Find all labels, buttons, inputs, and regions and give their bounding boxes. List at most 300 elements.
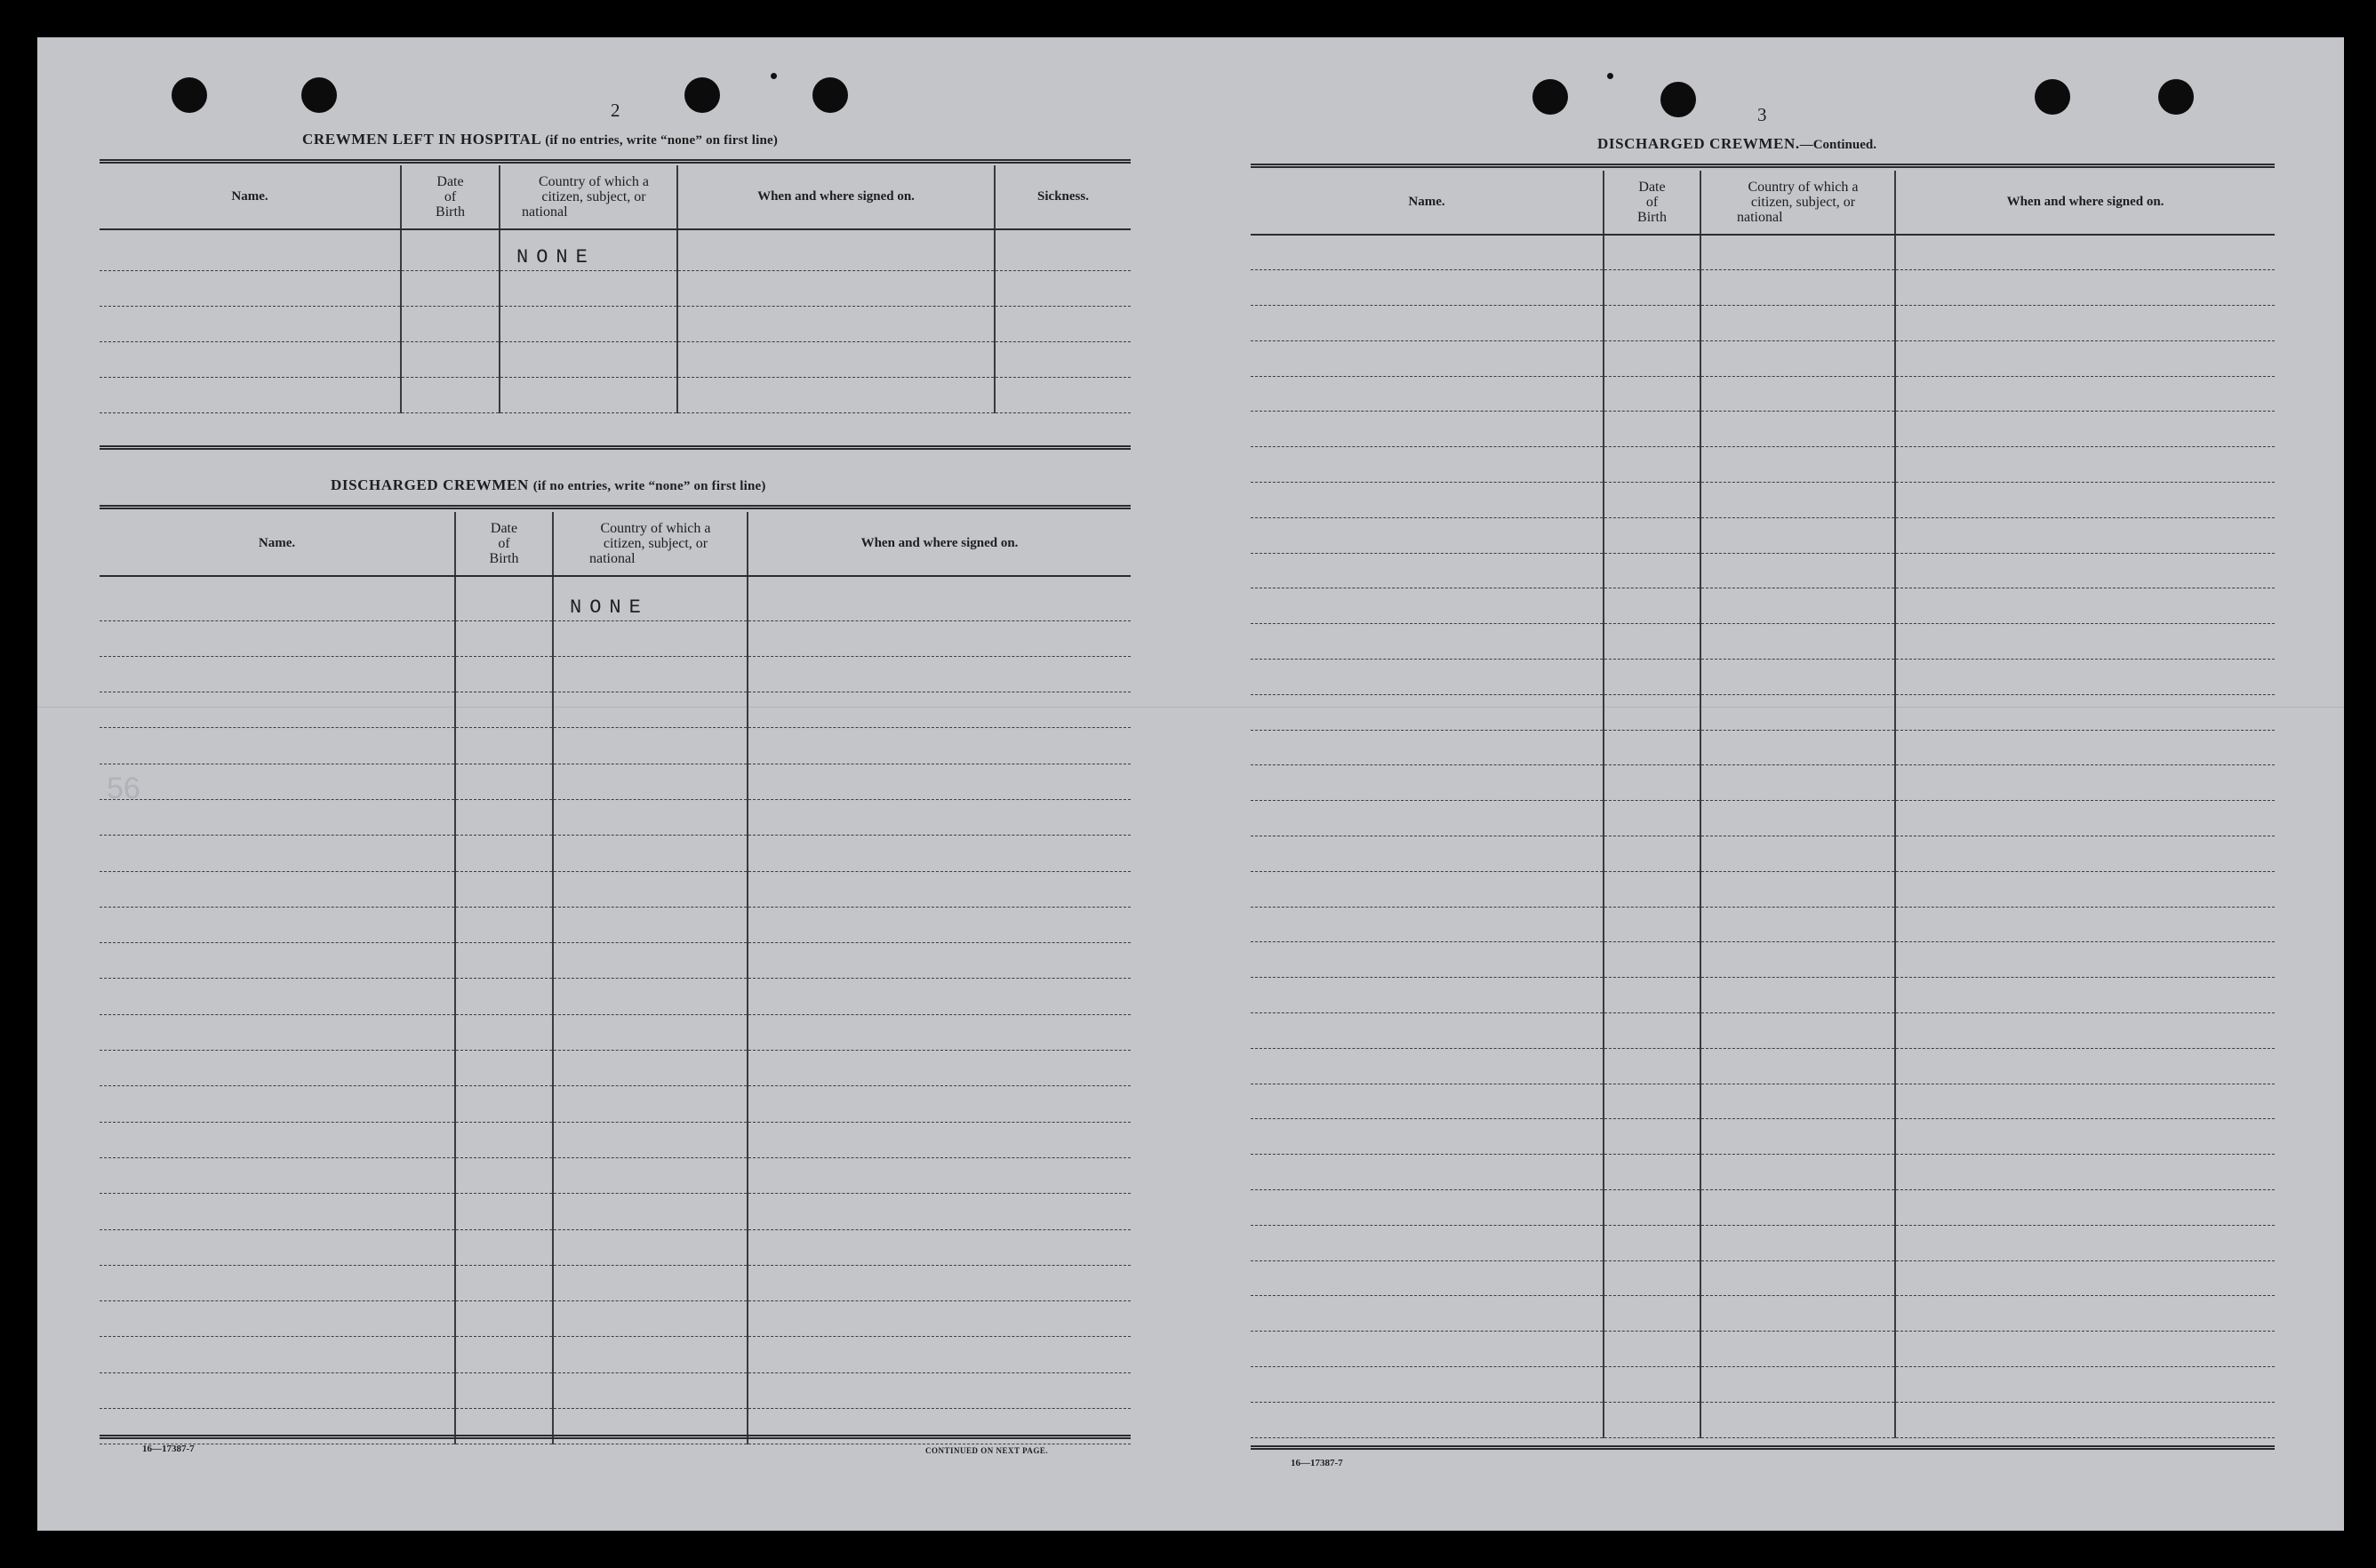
table-cell (1700, 483, 1895, 518)
table-cell (100, 229, 401, 270)
table-cell (1604, 235, 1700, 270)
table-cell (748, 1229, 1131, 1265)
table-row (1251, 412, 2275, 447)
table-cell (995, 341, 1131, 377)
table-cell (100, 692, 455, 728)
table-cell (1604, 588, 1700, 624)
table-row (100, 871, 1131, 907)
table-cell (1700, 1155, 1895, 1190)
table-cell (455, 943, 553, 979)
table-cell (1251, 978, 1604, 1013)
table-cell (1700, 553, 1895, 588)
binder-hole (1660, 82, 1696, 117)
table-cell (748, 836, 1131, 871)
table-cell (553, 871, 748, 907)
table-cell (1700, 801, 1895, 836)
discharged-continued-rows (1251, 235, 2275, 1437)
table-row (1251, 801, 2275, 836)
header-line: of (498, 536, 510, 551)
table-cell (1700, 1084, 1895, 1119)
table-cell (455, 1265, 553, 1300)
table-cell (401, 270, 500, 306)
table-row (100, 836, 1131, 871)
table-cell (1604, 270, 1700, 306)
table-row (1251, 907, 2275, 942)
table-cell (1251, 907, 1604, 942)
table-cell (995, 270, 1131, 306)
table-cell (1251, 1048, 1604, 1084)
table-cell (455, 1229, 553, 1265)
table-cell (1895, 270, 2275, 306)
table-row (1251, 270, 2275, 306)
table-cell (1251, 1402, 1604, 1437)
table-row (1251, 1084, 2275, 1119)
table-row (1251, 588, 2275, 624)
table-cell (1895, 376, 2275, 412)
table-cell (748, 576, 1131, 620)
table-cell (1604, 978, 1700, 1013)
table-cell (100, 1157, 455, 1193)
table-cell (1895, 871, 2275, 907)
table-row (1251, 1190, 2275, 1226)
table-cell (1604, 660, 1700, 695)
table-cell (1251, 588, 1604, 624)
table-row (1251, 517, 2275, 553)
table-cell (1604, 694, 1700, 730)
table-cell (1251, 340, 1604, 376)
hospital-rows (100, 229, 1131, 412)
table-cell (401, 306, 500, 341)
col-header-signed-on: When and where signed on. (748, 512, 1131, 576)
table-cell (1604, 1190, 1700, 1226)
table-row (100, 979, 1131, 1014)
table-cell (1700, 624, 1895, 660)
table-cell (748, 656, 1131, 692)
table-cell (1251, 624, 1604, 660)
table-cell (100, 1301, 455, 1337)
table-cell (553, 1122, 748, 1157)
table-cell (1895, 907, 2275, 942)
table-row (1251, 836, 2275, 872)
header-line: Birth (1637, 210, 1667, 225)
table-cell (100, 270, 401, 306)
table-row (1251, 942, 2275, 978)
table-cell (553, 1051, 748, 1086)
table-cell (1700, 588, 1895, 624)
table-cell (1895, 1296, 2275, 1332)
table-row (1251, 1013, 2275, 1049)
table-cell (1895, 1260, 2275, 1296)
table-cell (100, 656, 455, 692)
table-cell (455, 1086, 553, 1122)
table-cell (553, 728, 748, 764)
hospital-table (100, 165, 1131, 413)
table-row (1251, 340, 2275, 376)
header-line: of (444, 189, 457, 204)
table-cell (1251, 1260, 1604, 1296)
col-header-name: Name. (100, 165, 401, 229)
table-row (100, 306, 1131, 341)
table-cell (748, 1051, 1131, 1086)
table-cell (553, 1086, 748, 1122)
table-cell (1700, 1119, 1895, 1155)
table-cell (748, 1122, 1131, 1157)
table-cell (553, 620, 748, 656)
table-cell (1700, 978, 1895, 1013)
header-line: Date (1638, 180, 1666, 195)
table-row (1251, 978, 2275, 1013)
table-row (1251, 1155, 2275, 1190)
table-row (100, 229, 1131, 270)
header-line: Country of which a (600, 521, 711, 536)
table-cell (1604, 553, 1700, 588)
table-cell (1604, 624, 1700, 660)
table-row (100, 1157, 1131, 1193)
table-cell (455, 1122, 553, 1157)
table-cell (1895, 1013, 2275, 1049)
table-row (1251, 624, 2275, 660)
table-row (1251, 660, 2275, 695)
table-cell (1895, 1225, 2275, 1260)
table-row (100, 1014, 1131, 1050)
col-header-sickness: Sickness. (995, 165, 1131, 229)
table-cell (100, 836, 455, 871)
table-cell (1604, 1402, 1700, 1437)
table-cell (1604, 730, 1700, 765)
table-row (100, 1229, 1131, 1265)
header-line: Country of which a (1748, 180, 1859, 195)
col-header-country (1700, 171, 1895, 235)
table-cell (1700, 1332, 1895, 1367)
table-row (1251, 306, 2275, 341)
table-cell (1604, 1084, 1700, 1119)
table-cell (1251, 553, 1604, 588)
table-row (1251, 483, 2275, 518)
table-cell (1895, 1332, 2275, 1367)
table-cell (1895, 624, 2275, 660)
discharged-section-title (331, 476, 766, 494)
table-cell (1251, 1084, 1604, 1119)
table-cell (455, 656, 553, 692)
table-cell (1700, 340, 1895, 376)
header-line: national (522, 204, 568, 220)
table-cell (1895, 836, 2275, 872)
table-cell (100, 306, 401, 341)
table-row (100, 1194, 1131, 1229)
table-row (100, 656, 1131, 692)
table-cell (1251, 730, 1604, 765)
binder-hole (2035, 79, 2070, 115)
right-bottom-rule (1251, 1445, 2275, 1450)
table-cell (1700, 907, 1895, 942)
table-cell (553, 1229, 748, 1265)
table-cell (1895, 765, 2275, 801)
table-cell (553, 799, 748, 835)
table-row (1251, 1332, 2275, 1367)
table-cell (455, 1337, 553, 1372)
table-row (100, 576, 1131, 620)
discharged-top-rule (100, 505, 1131, 509)
ink-dot (1607, 73, 1613, 79)
continued-note: CONTINUED ON NEXT PAGE. (925, 1446, 1049, 1455)
table-row (1251, 1048, 2275, 1084)
table-cell (1251, 836, 1604, 872)
table-row (1251, 1402, 2275, 1437)
table-row (1251, 376, 2275, 412)
table-cell (1251, 871, 1604, 907)
table-cell (100, 979, 455, 1014)
ink-dot (771, 73, 777, 79)
table-cell (553, 1014, 748, 1050)
table-cell (1251, 412, 1604, 447)
table-cell (455, 799, 553, 835)
table-cell (100, 620, 455, 656)
table-cell (401, 229, 500, 270)
table-row (1251, 553, 2275, 588)
table-cell (1604, 942, 1700, 978)
form-number-right: 16—17387-7 (1291, 1458, 1343, 1468)
table-cell (1251, 235, 1604, 270)
table-cell (100, 1372, 455, 1408)
table-row (1251, 871, 2275, 907)
table-cell (455, 764, 553, 799)
table-cell (401, 341, 500, 377)
table-cell (1251, 1296, 1604, 1332)
table-cell (1251, 660, 1604, 695)
table-cell (1895, 340, 2275, 376)
table-cell (1895, 553, 2275, 588)
table-cell (553, 907, 748, 942)
page-number-right: 3 (1757, 104, 1767, 125)
table-cell (1895, 694, 2275, 730)
table-cell (1895, 235, 2275, 270)
table-cell (553, 1194, 748, 1229)
table-cell (1895, 730, 2275, 765)
entry-cell (500, 229, 677, 270)
table-cell (455, 836, 553, 871)
discharged-bottom-rule (100, 1435, 1131, 1439)
table-cell (995, 306, 1131, 341)
table-cell (100, 377, 401, 412)
col-header-country (500, 165, 677, 229)
table-cell (677, 270, 995, 306)
table-row (100, 341, 1131, 377)
table-cell (455, 1194, 553, 1229)
table-cell (1251, 1332, 1604, 1367)
table-cell (455, 1372, 553, 1408)
table-cell (1604, 447, 1700, 483)
table-cell (1604, 836, 1700, 872)
table-row (1251, 1225, 2275, 1260)
table-cell (1604, 1225, 1700, 1260)
table-cell (748, 1301, 1131, 1337)
form-sheet (37, 37, 2344, 1531)
table-cell (500, 306, 677, 341)
table-cell (677, 377, 995, 412)
table-cell (748, 1157, 1131, 1193)
table-cell (1251, 765, 1604, 801)
table-row (100, 1051, 1131, 1086)
header-line: national (1737, 210, 1783, 225)
table-cell (1604, 801, 1700, 836)
table-cell (455, 1157, 553, 1193)
table-cell (1895, 1155, 2275, 1190)
right-top-rule (1251, 164, 2275, 168)
table-cell (1604, 907, 1700, 942)
table-cell (1604, 483, 1700, 518)
table-cell (1251, 447, 1604, 483)
table-cell (1700, 1048, 1895, 1084)
table-cell (1895, 942, 2275, 978)
header-line: of (1645, 195, 1659, 210)
col-header-signed-on: When and where signed on. (1895, 171, 2275, 235)
table-cell (1604, 1048, 1700, 1084)
table-cell (100, 1337, 455, 1372)
table-cell (1604, 765, 1700, 801)
col-header-name: Name. (100, 512, 455, 576)
table-cell (100, 871, 455, 907)
table-cell (553, 1265, 748, 1300)
header-line: citizen, subject, or (1750, 195, 1856, 210)
table-cell (455, 728, 553, 764)
table-cell (500, 377, 677, 412)
none-entry: NONE (516, 245, 596, 268)
table-cell (1251, 376, 1604, 412)
table-cell (748, 1372, 1131, 1408)
table-cell (100, 341, 401, 377)
table-cell (553, 836, 748, 871)
table-cell (748, 979, 1131, 1014)
table-cell (1251, 1367, 1604, 1403)
table-row (100, 728, 1131, 764)
table-row (1251, 447, 2275, 483)
col-header-date-of-birth (401, 165, 500, 229)
table-cell (748, 728, 1131, 764)
hospital-section-title (302, 131, 778, 148)
table-cell (553, 692, 748, 728)
hospital-top-rule (100, 159, 1131, 164)
table-cell (1251, 517, 1604, 553)
table-cell (100, 1051, 455, 1086)
table-row (100, 799, 1131, 835)
table-cell (748, 1086, 1131, 1122)
table-cell (553, 1372, 748, 1408)
table-cell (100, 764, 455, 799)
table-cell (455, 1051, 553, 1086)
table-cell (455, 620, 553, 656)
table-cell (455, 692, 553, 728)
table-cell (455, 1014, 553, 1050)
table-cell (1604, 1296, 1700, 1332)
table-cell (553, 1157, 748, 1193)
header-line: Birth (489, 551, 519, 566)
table-cell (1700, 1402, 1895, 1437)
table-cell (1251, 801, 1604, 836)
table-cell (455, 576, 553, 620)
table-cell (1895, 483, 2275, 518)
table-cell (748, 692, 1131, 728)
table-cell (748, 871, 1131, 907)
table-cell (100, 1194, 455, 1229)
table-cell (1251, 1013, 1604, 1049)
table-cell (995, 229, 1131, 270)
binder-hole (2158, 79, 2194, 115)
table-cell (1700, 660, 1895, 695)
table-cell (1895, 660, 2275, 695)
table-row (100, 1086, 1131, 1122)
table-cell (1604, 306, 1700, 341)
table-cell (455, 979, 553, 1014)
table-cell (100, 728, 455, 764)
table-cell (1700, 1296, 1895, 1332)
table-row (1251, 1296, 2275, 1332)
table-cell (1700, 1367, 1895, 1403)
table-cell (748, 1014, 1131, 1050)
table-cell (1251, 483, 1604, 518)
discharged-continued-title (1597, 135, 1876, 153)
table-row (1251, 1260, 2275, 1296)
faint-stamp-number: 56 (107, 772, 140, 805)
table-cell (1700, 412, 1895, 447)
table-cell (1700, 694, 1895, 730)
table-cell (1604, 517, 1700, 553)
table-row (100, 907, 1131, 942)
table-cell (100, 1122, 455, 1157)
table-row (1251, 1119, 2275, 1155)
table-cell (1895, 588, 2275, 624)
hospital-instruction: (if no entries, write “none” on first line) (545, 133, 779, 148)
table-row (100, 1301, 1131, 1337)
table-cell (553, 1337, 748, 1372)
table-cell (1700, 1225, 1895, 1260)
table-row (1251, 694, 2275, 730)
table-cell (401, 377, 500, 412)
table-row (100, 692, 1131, 728)
table-cell (1895, 447, 2275, 483)
table-cell (1895, 1367, 2275, 1403)
table-cell (553, 979, 748, 1014)
binder-hole (172, 77, 207, 113)
table-cell (1604, 1260, 1700, 1296)
table-cell (1700, 871, 1895, 907)
table-cell (1895, 1190, 2275, 1226)
table-cell (100, 1229, 455, 1265)
table-cell (748, 907, 1131, 942)
table-cell (455, 1301, 553, 1337)
table-cell (1700, 376, 1895, 412)
discharged-instruction: (if no entries, write “none” on first line) (532, 479, 766, 493)
table-cell (1604, 1119, 1700, 1155)
header-line: citizen, subject, or (603, 536, 708, 551)
table-cell (1604, 1332, 1700, 1367)
col-header-country (553, 512, 748, 576)
table-cell (1895, 1402, 2275, 1437)
table-cell (100, 799, 455, 835)
binder-hole (301, 77, 337, 113)
table-cell (100, 576, 455, 620)
table-cell (1700, 730, 1895, 765)
table-row (100, 1337, 1131, 1372)
table-cell (748, 1194, 1131, 1229)
binder-hole (812, 77, 848, 113)
table-cell (1700, 306, 1895, 341)
table-row (1251, 765, 2275, 801)
header-line: national (589, 551, 636, 566)
table-cell (100, 1265, 455, 1300)
table-cell (100, 943, 455, 979)
table-cell (553, 764, 748, 799)
discharged-rows (100, 576, 1131, 1444)
